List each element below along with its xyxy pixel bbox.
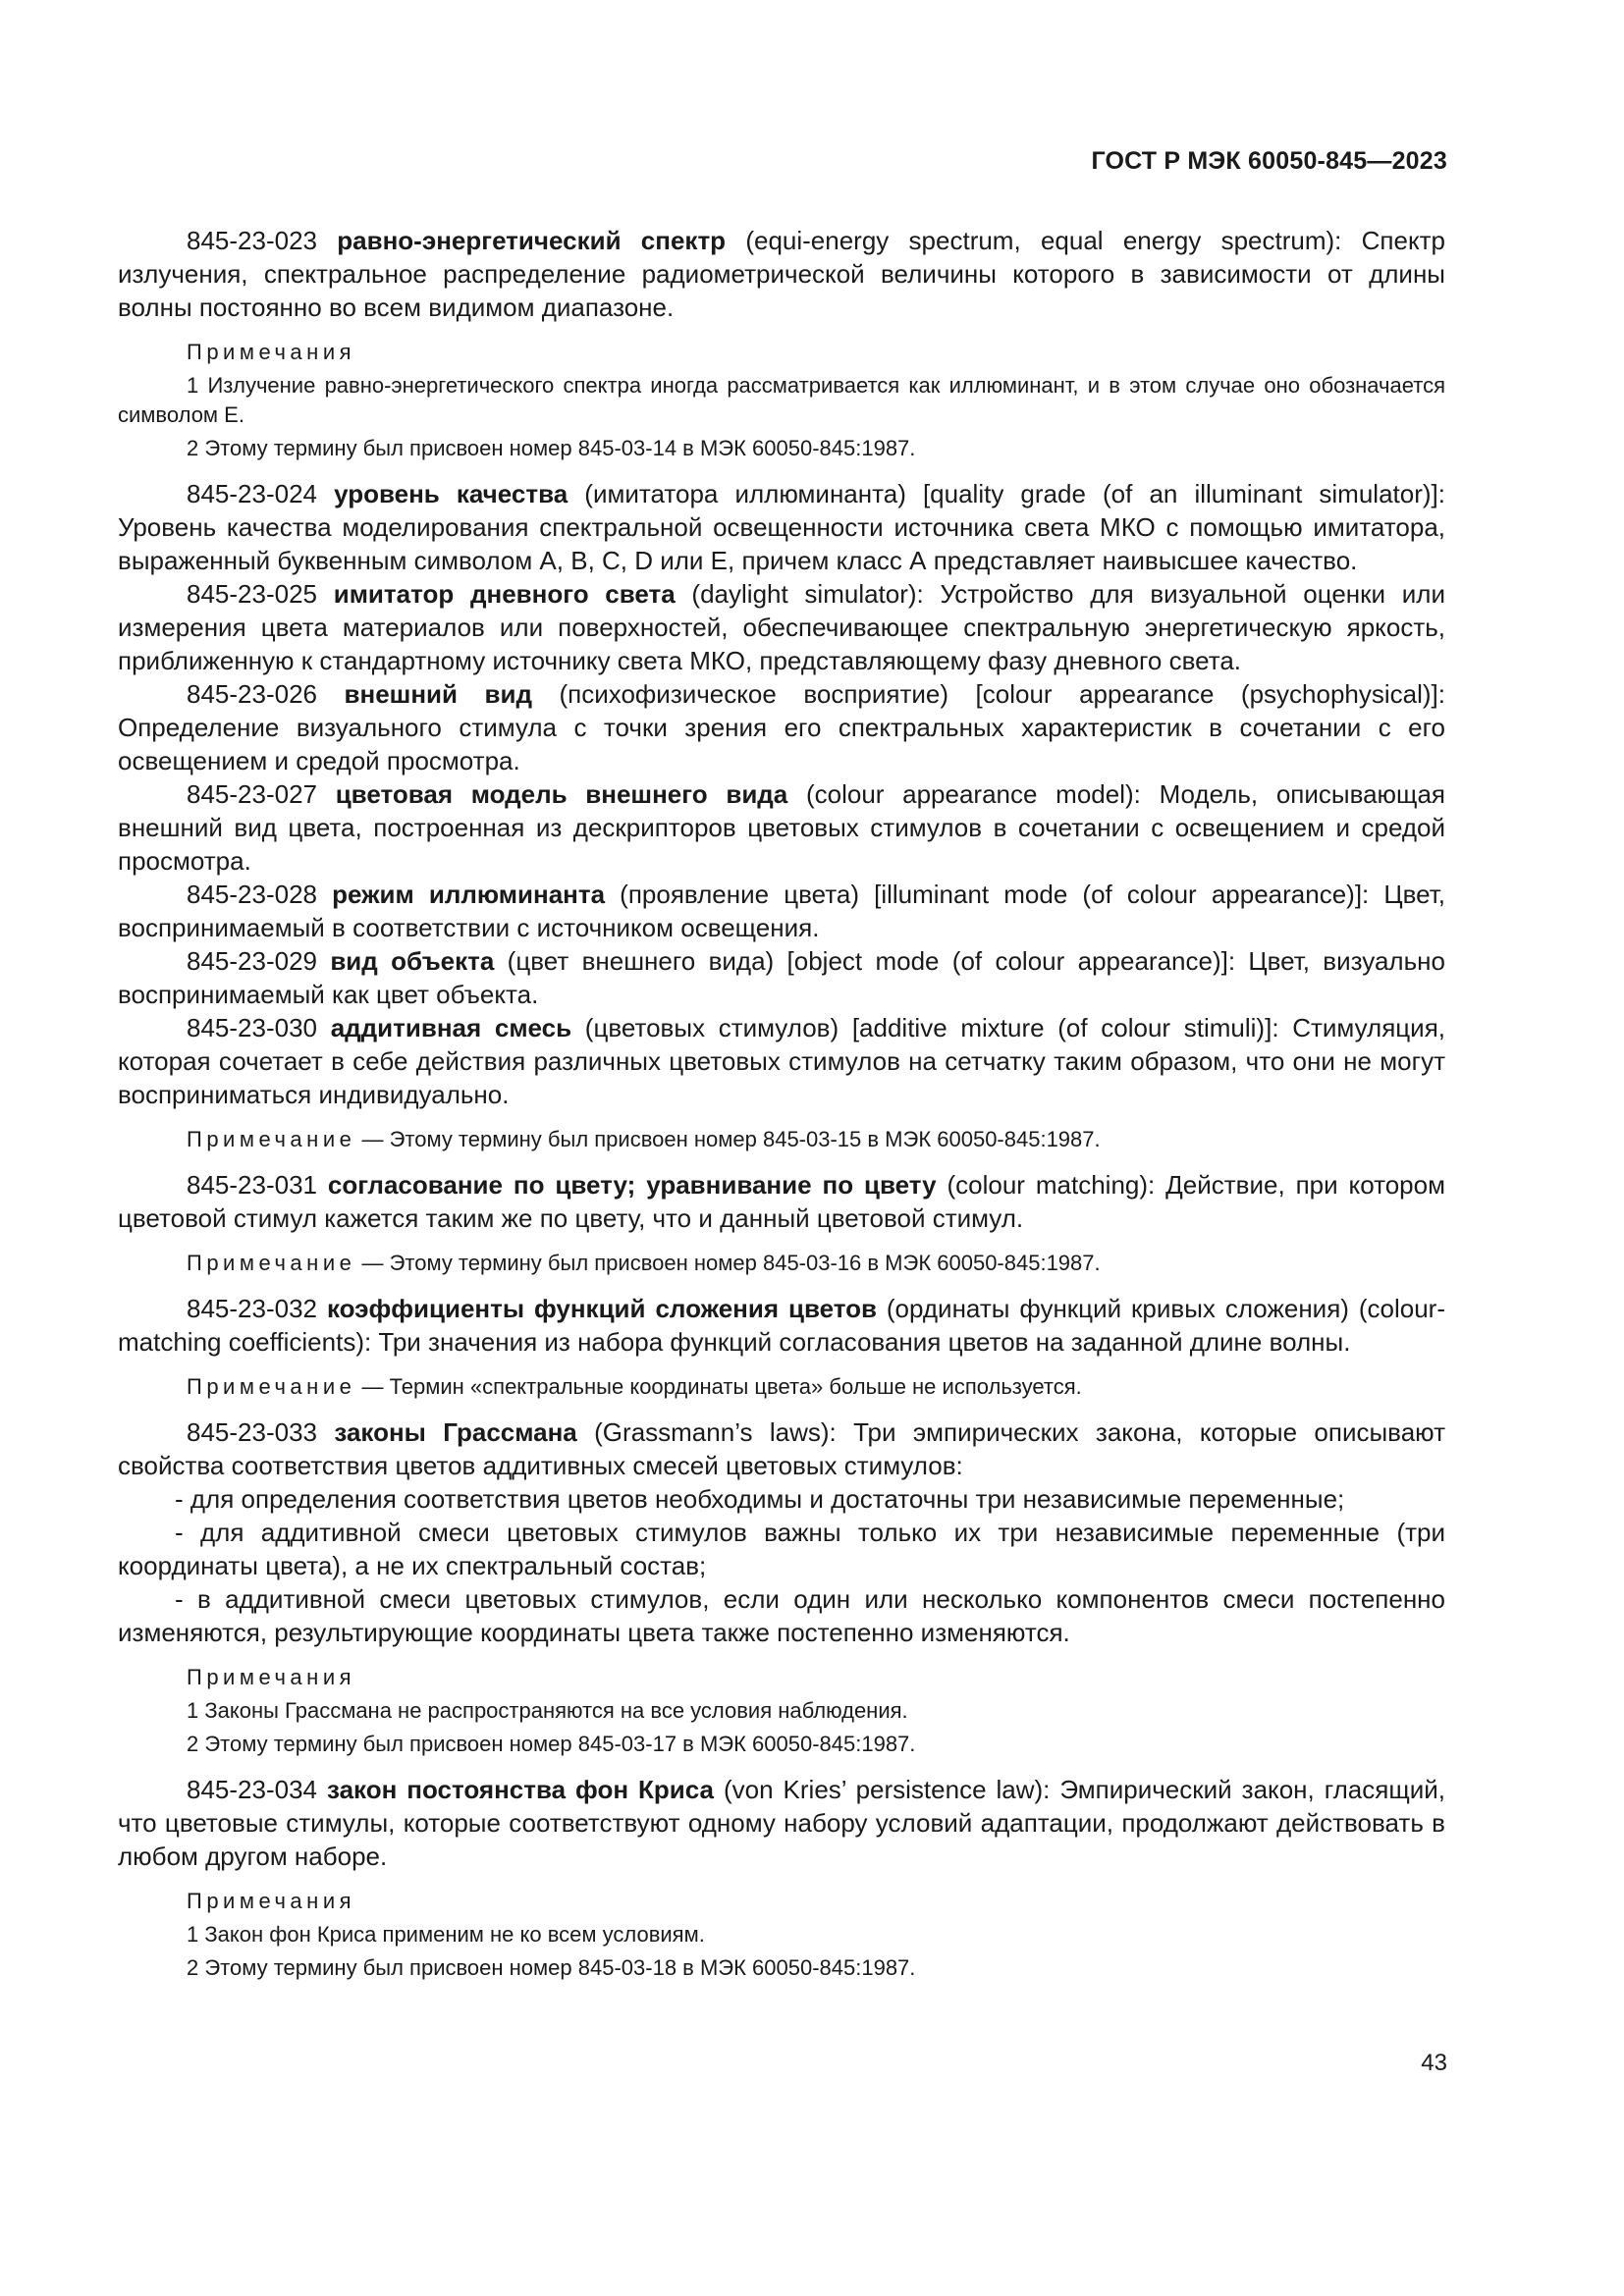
notes-title: Примечания — [187, 1665, 356, 1689]
entry-number: 845-23-034 — [187, 1775, 327, 1804]
entry-definition: (психофизическое восприятие) [colour appearance (psychophysical)]: Определение визуального стимула с точки зрения его спектральных характеристик в сочетании с его освещением и средой просмотра. — [118, 679, 1445, 775]
note-label: Примечание — [187, 1127, 356, 1151]
entry-term: коэффициенты функций сложения цветов — [326, 1294, 877, 1323]
term-entry-845-23-023 — [118, 224, 1445, 324]
note-item: 1 Законы Грассмана не распространяются на все условия наблюдения. — [187, 1698, 908, 1723]
term-entry-845-23-024 — [118, 477, 1445, 577]
entry-number: 845-23-026 — [187, 679, 345, 709]
entry-number: 845-23-029 — [187, 946, 331, 976]
note-text: — Этому термину был присвоен номер 845-03-16 в МЭК 60050-845:1987. — [355, 1251, 1101, 1275]
entry-term: равно-энергетический спектр — [337, 226, 727, 255]
entry-number: 845-23-032 — [187, 1294, 327, 1323]
entry-definition: (цветовых стимулов) [additive mixture (of colour stimuli)]: Стимуляция, которая сочетает в себе действия различных цветовых стимулов на сетчатку таким образом, что они не могут восприниматься индивидуально. — [118, 1013, 1445, 1109]
list-item: - для определения соответствия цветов необходимы и достаточны три независимые переменные; — [175, 1484, 1345, 1514]
note-inline — [118, 1372, 1445, 1402]
page-number: 43 — [1421, 2050, 1447, 2076]
entry-number: 845-23-023 — [187, 226, 338, 255]
entry-term: внешний вид — [344, 679, 532, 709]
entry-number: 845-23-033 — [187, 1417, 335, 1447]
entry-term: имитатор дневного света — [333, 579, 676, 609]
term-entry-845-23-029 — [118, 944, 1445, 1011]
entry-number: 845-23-025 — [187, 579, 334, 609]
document-header: ГОСТ Р МЭК 60050-845—2023 — [1091, 147, 1447, 175]
note-item: 1 Закон фон Криса применим не ко всем условиям. — [187, 1922, 705, 1947]
entry-definition: (colour matching): Действие, при котором цветовой стимул кажется таким же по цвету, что и данный цветовой стимул. — [118, 1170, 1445, 1233]
note-label: Примечание — [187, 1374, 356, 1399]
entry-definition: (daylight simulator): Устройство для визуальной оценки или измерения цвета материалов или поверхностей, обеспечивающее спектральную энергетическую яркость, приближенную к стандартному источнику света МКО, представляющему фазу дневного света. — [118, 579, 1445, 675]
entry-definition: (colour appearance model): Модель, описывающая внешний вид цвета, построенная из дескрипторов цветовых стимулов в сочетании с освещением и средой просмотра. — [118, 779, 1445, 876]
entry-number: 845-23-024 — [187, 479, 335, 508]
note-item: 1 Излучение равно-энергетического спектра иногда рассматривается как иллюминант, и в этом случае оно обозначается символом Е. — [118, 373, 1445, 427]
list-item: - в аддитивной смеси цветовых стимулов, если один или несколько компонентов смеси постепенно изменяются, результирующие координаты цвета также постепенно изменяются. — [118, 1584, 1445, 1647]
note-inline — [118, 1125, 1445, 1154]
note-item: 2 Этому термину был присвоен номер 845-03-18 в МЭК 60050-845:1987. — [187, 1955, 916, 1980]
term-entry-845-23-032 — [118, 1292, 1445, 1359]
note-item: 2 Этому термину был присвоен номер 845-03-17 в МЭК 60050-845:1987. — [187, 1732, 916, 1756]
term-entry-845-23-031 — [118, 1168, 1445, 1235]
notes-title: Примечания — [187, 340, 356, 364]
entry-number: 845-23-028 — [187, 880, 333, 909]
term-entry-845-23-025 — [118, 577, 1445, 677]
entry-number: 845-23-031 — [187, 1170, 328, 1200]
term-entry-845-23-033 — [118, 1415, 1445, 1482]
entry-term: аддитивная смесь — [330, 1013, 572, 1042]
entry-number: 845-23-027 — [187, 779, 336, 809]
entry-definition: (проявление цвета) [illuminant mode (of colour appearance)]: Цвет, воспринимаемый в соответствии с источником освещения. — [118, 880, 1445, 942]
document-body — [118, 224, 1445, 1987]
note-inline — [118, 1249, 1445, 1278]
entry-term: согласование по цвету; уравнивание по цвету — [327, 1170, 937, 1200]
entry-definition: (von Kries’ persistence law): Эмпирический закон, гласящий, что цветовые стимулы, которые соответствуют одному набору условий адаптации, продолжают действовать в любом другом наборе. — [118, 1775, 1446, 1871]
list-item: - для аддитивной смеси цветовых стимулов важны только их три независимые переменные (три координаты цвета), а не их спектральный состав; — [118, 1518, 1445, 1580]
entry-term: законы Грассмана — [334, 1417, 577, 1447]
notes-title: Примечания — [187, 1889, 356, 1913]
term-entry-845-23-034 — [118, 1773, 1445, 1873]
term-entry-845-23-030 — [118, 1011, 1445, 1111]
note-label: Примечание — [187, 1251, 356, 1275]
entry-definition: (цвет внешнего вида) [object mode (of colour appearance)]: Цвет, визуально воспринимаемый как цвет объекта. — [118, 946, 1445, 1009]
term-entry-845-23-028 — [118, 878, 1445, 944]
entry-term: цветовая модель внешнего вида — [335, 779, 788, 809]
note-text: — Этому термину был присвоен номер 845-03-15 в МЭК 60050-845:1987. — [355, 1127, 1101, 1151]
entry-definition: (equi-energy spectrum, equal energy spectrum): Спектр излучения, спектральное распределение радиометрической величины которого в зависимости от длины волны постоянно во всем видимом диапазоне. — [118, 226, 1445, 322]
entry-term: режим иллюминанта — [332, 880, 606, 909]
entry-term: уровень качества — [334, 479, 568, 508]
term-entry-845-23-027 — [118, 777, 1445, 878]
entry-definition: (имитатора иллюминанта) [quality grade (of an illuminant simulator)]: Уровень качества моделирования спектральной освещенности источника света МКО с помощью имитатора, выраженный буквенным символом А, В, С, D или Е, причем класс А представляет наивысшее качество. — [118, 479, 1445, 575]
note-text: — Термин «спектральные координаты цвета» больше не используется. — [355, 1374, 1082, 1399]
entry-term: закон постоянства фон Криса — [326, 1775, 714, 1804]
note-item: 2 Этому термину был присвоен номер 845-03-14 в МЭК 60050-845:1987. — [187, 436, 916, 460]
term-entry-845-23-026 — [118, 677, 1445, 777]
entry-definition: (Grassmann’s laws): Три эмпирических закона, которые описывают свойства соответствия цветов аддитивных смесей цветовых стимулов: — [118, 1417, 1446, 1480]
entry-number: 845-23-030 — [187, 1013, 331, 1042]
entry-term: вид объекта — [330, 946, 495, 976]
entry-definition: (ординаты функций кривых сложения) (colour-matching coefficients): Три значения из набора функций согласования цветов на заданной длине волны. — [118, 1294, 1446, 1357]
